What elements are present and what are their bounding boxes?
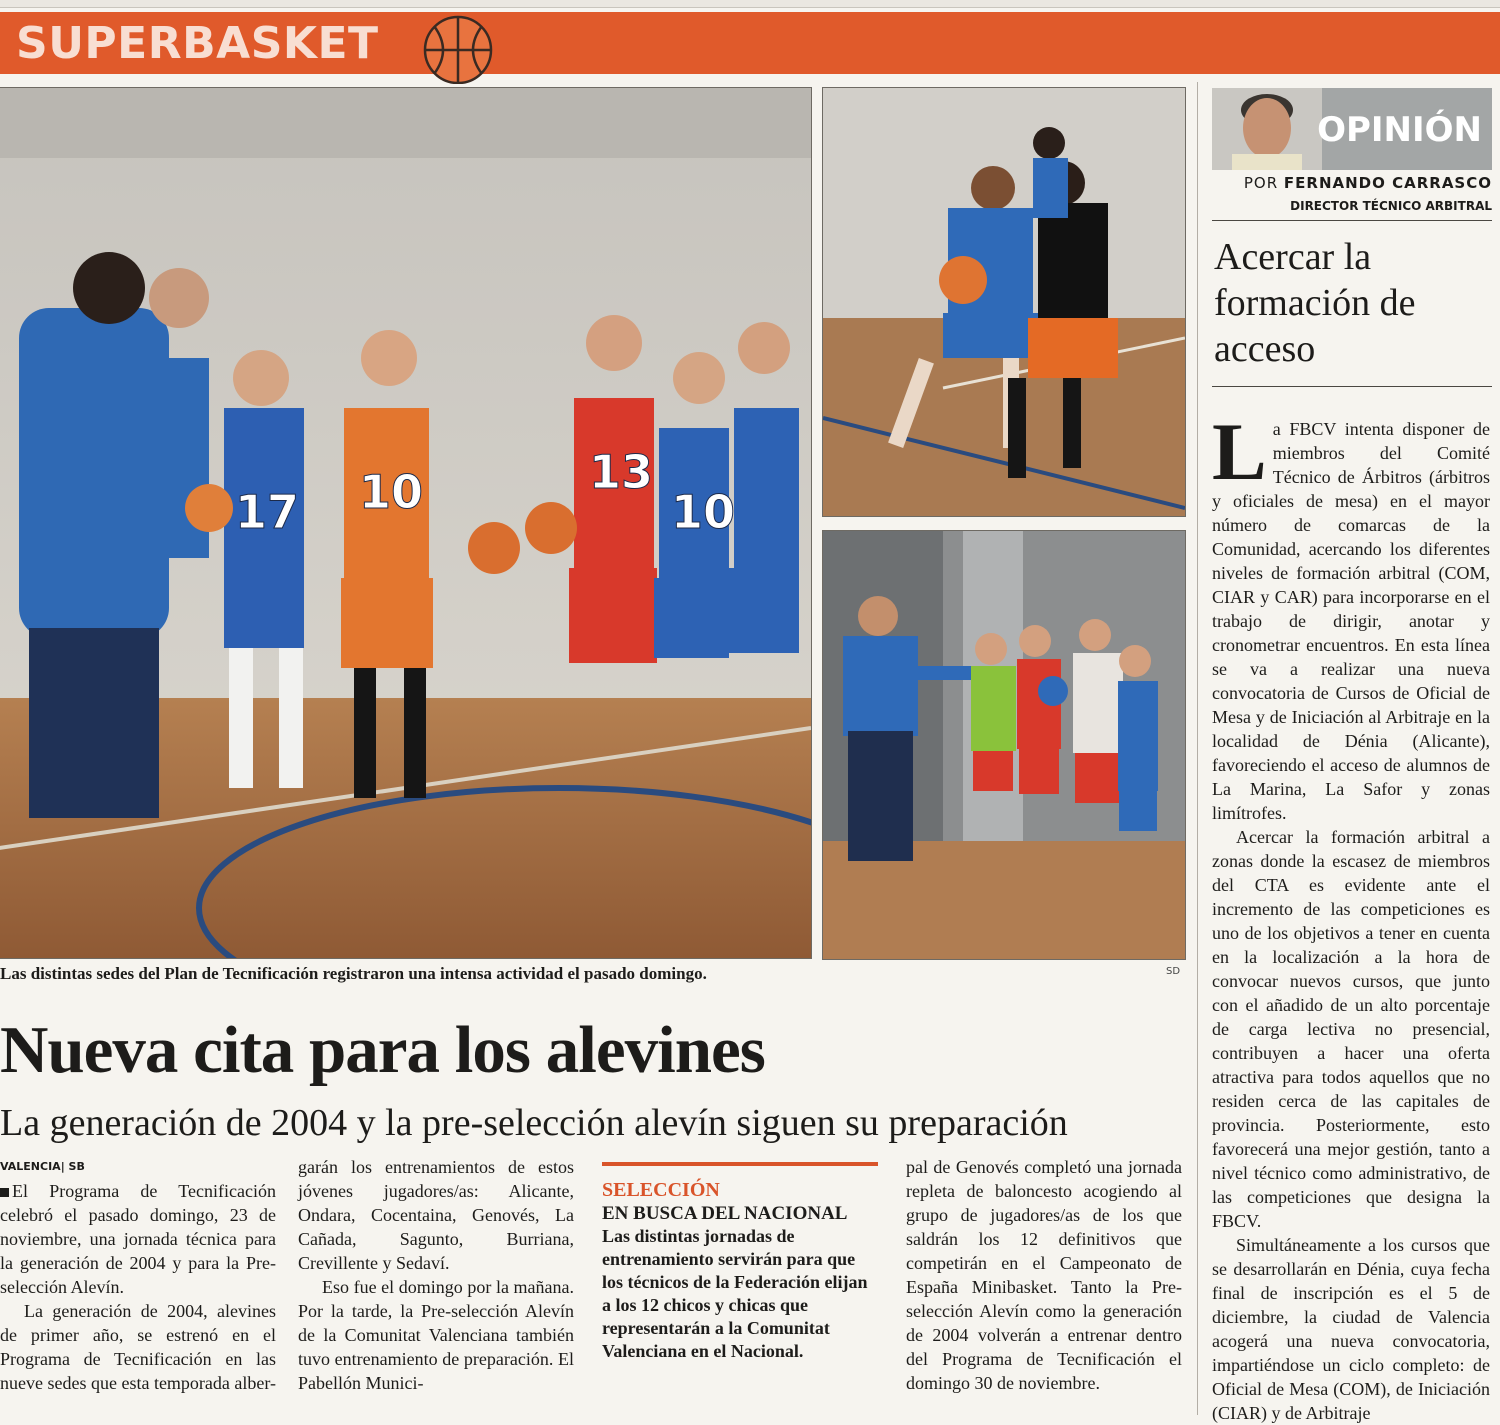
article-subheadline: La generación de 2004 y la pre-selección alevín siguen su preparación [0,1102,1068,1144]
article-paragraph: Eso fue el domingo por la mañana. Por la tarde, la Pre-selección Alevín de la Comunitat Valenciana también tuvo entrenamiento de preparación. El Pabellón Munici- [298,1277,574,1393]
column-divider [1197,82,1198,1415]
jersey-number: 17 [235,485,300,539]
photo-boys-with-coach [822,530,1186,960]
jersey-number: 10 [359,465,424,519]
article-column-4 [906,1155,1182,1395]
photo-credit: SD [1166,966,1181,977]
seleccion-rule [602,1162,878,1166]
photo-dribbling-drill [822,87,1186,517]
drop-cap: L [1212,406,1267,497]
jersey-number: 10 [671,485,736,539]
article-column-2 [298,1155,574,1395]
section-title: SUPERBASKET [16,18,379,69]
basketball-icon [418,14,498,84]
seleccion-text: Las distintas jornadas de entrenamiento servirán para que los técnicos de la Federación elijan a los 12 chicos y chicas que representarán a la Comunitat Valenciana en el Nacional. [602,1226,868,1361]
article-paragraph: El Programa de Tecnificación celebró el pasado domingo, 23 de noviembre, una jornada técnica para la generación de 2004 y para la Pre-selección Alevín. [0,1181,276,1297]
article-paragraph: garán los entrenamientos de estos jóvenes jugadores/as: Alicante, Ondara, Cocentaina, Genovés, La Cañada, Sagunto, Burriana, Crevillente y Sedaví. [298,1157,574,1273]
page-top-rule [0,0,1500,8]
opinion-author-role: DIRECTOR TÉCNICO ARBITRAL [1290,199,1492,213]
paragraph-marker-icon [0,1188,9,1197]
seleccion-subtitle: EN BUSCA DEL NACIONAL [602,1203,848,1224]
opinion-rule [1212,220,1492,221]
seleccion-box [602,1162,878,1363]
article-column-1 [0,1155,276,1395]
photo-girls-team-huddle [0,87,812,959]
opinion-paragraph: Acercar la formación arbitral a zonas donde la escasez de miembros del CTA es evidente ante el incremento de las competiciones es uno de los objetivos a tener en cuenta en la localización a la hora de convocar nuevos cursos, que junto con el añadido de un alto porcentaje de carga lectiva no presencial, contribuyen a hacer una oferta atractiva para todos aquellos que no residen cerca de las capitales de provincia. Posteriormente, esto favorecerá una mejor gestión, tanto a nivel técnico como administrativo, de las competiciones que designa la FBCV. [1212,827,1490,1231]
author-prefix: POR [1243,174,1279,192]
article-paragraph: La generación de 2004, alevines de primer año, se estrenó en el Programa de Tecnificación en las nueve sedes que esta temporada alber- [0,1301,277,1393]
article-headline: Nueva cita para los alevines [0,1013,765,1087]
article-byline: VALENCIA| SB [0,1160,85,1173]
section-banner [0,12,1500,74]
article-paragraph: pal de Genovés completó una jornada repleta de baloncesto acogiendo al grupo de jugadores/as de los que saldrán los 12 definitivos que competirán en el Campeonato de España Minibasket. Tanto la Pre-selección Alevín como la generación de 2004 volverán a entrenar dentro del Programa de Tecnificación el domingo 30 de noviembre. [906,1157,1182,1393]
opinion-label: OPINIÓN [1317,110,1482,150]
author-name: FERNANDO CARRASCO [1283,174,1492,192]
opinion-paragraph: Simultáneamente a los cursos que se desarrollarán en Dénia, cuya fecha final de inscripción es el 5 de diciembre, la ciudad de Valencia acogerá una nueva convocatoria, impartiéndose un ciclo completo: de Oficial de Mesa (COM), de Iniciación (CIAR) y de Arbitraje [1212,1235,1490,1423]
opinion-headline: Acercar la formación de acceso [1214,236,1416,370]
opinion-rule [1212,386,1492,387]
opinion-body [1212,406,1490,1425]
photo-caption: Las distintas sedes del Plan de Tecnificación registraron una intensa actividad el pasado domingo. [0,964,707,983]
jersey-number: 13 [589,445,654,499]
opinion-header [1212,88,1492,170]
opinion-author [1212,174,1492,192]
opinion-paragraph: La FBCV intenta disponer de miembros del Comité Técnico de Árbitros (árbitros y oficiales de mesa) en el mayor número de comarcas de la Comunidad, acercando los diferentes niveles de formación arbitral (COM, CIAR y CAR) para incorporarse en el trabajo de dirigir, anotar y cronometrar encuentros. En esta línea se va a realizar una nueva convocatoria de Cursos de Oficial de Mesa y de Iniciación al Arbitraje en la localidad de Dénia (Alicante), favoreciendo el acceso de alumnos de La Marina, La Safor y zonas limítrofes. [1212,406,1490,823]
author-portrait [1212,88,1322,170]
seleccion-label: SELECCIÓN [602,1179,720,1201]
